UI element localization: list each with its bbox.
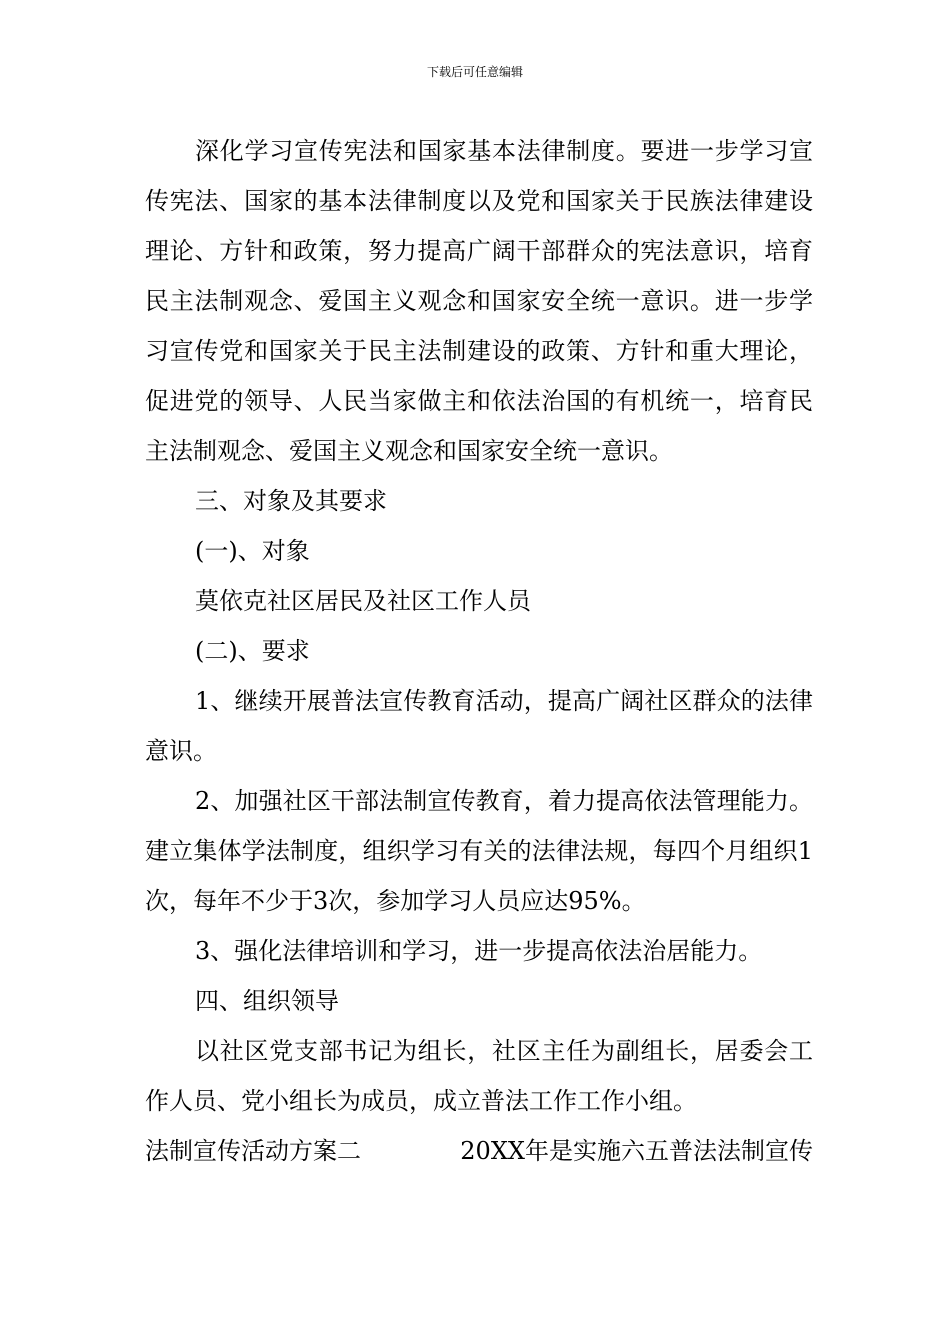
subheading-targets: (一)、对象 — [195, 537, 310, 565]
subheading-requirements: (二)、要求 — [195, 637, 310, 665]
document-body — [145, 126, 813, 1176]
paragraph-requirement-2: 2、加强社区干部法制宣传教育，着力提高依法管理能力。建立集体学法制度，组织学习有关的法律法规，每四个月组织1次，每年不少于3次，参加学习人员应达95%。 — [145, 787, 813, 915]
paragraph-leadership: 以社区党支部书记为组长，社区主任为副组长，居委会工作人员、党小组长为成员，成立普法工作工作小组。 — [145, 1037, 813, 1115]
plan-two-line — [145, 1126, 813, 1176]
section-heading-targets: 三、对象及其要求 — [195, 487, 387, 515]
paragraph-requirement-3: 3、强化法律培训和学习，进一步提高依法治居能力。 — [195, 937, 763, 965]
plan-two-intro: 20XX年是实施六五普法法制宣传 — [460, 1137, 813, 1165]
plan-two-title: 法制宣传活动方案二 — [145, 1137, 361, 1165]
paragraph-requirement-1: 1、继续开展普法宣传教育活动，提高广阔社区群众的法律意识。 — [145, 687, 813, 765]
section-heading-leadership: 四、组织领导 — [195, 987, 339, 1015]
paragraph-law-study: 深化学习宣传宪法和国家基本法律制度。要进一步学习宣传宪法、国家的基本法律制度以及党和国家关于民族法律建设理论、方针和政策，努力提高广阔干部群众的宪法意识，培育民主法制观念、爱国主义观念和国家安全统一意识。进一步学习宣传党和国家关于民主法制建设的政策、方针和重大理论，促进党的领导、人民当家做主和依法治国的有机统一，培育民主法制观念、爱国主义观念和国家安全统一意识。 — [145, 137, 813, 465]
paragraph-targets: 莫依克社区居民及社区工作人员 — [195, 587, 531, 615]
header-note: 下载后可任意编辑 — [426, 65, 523, 79]
